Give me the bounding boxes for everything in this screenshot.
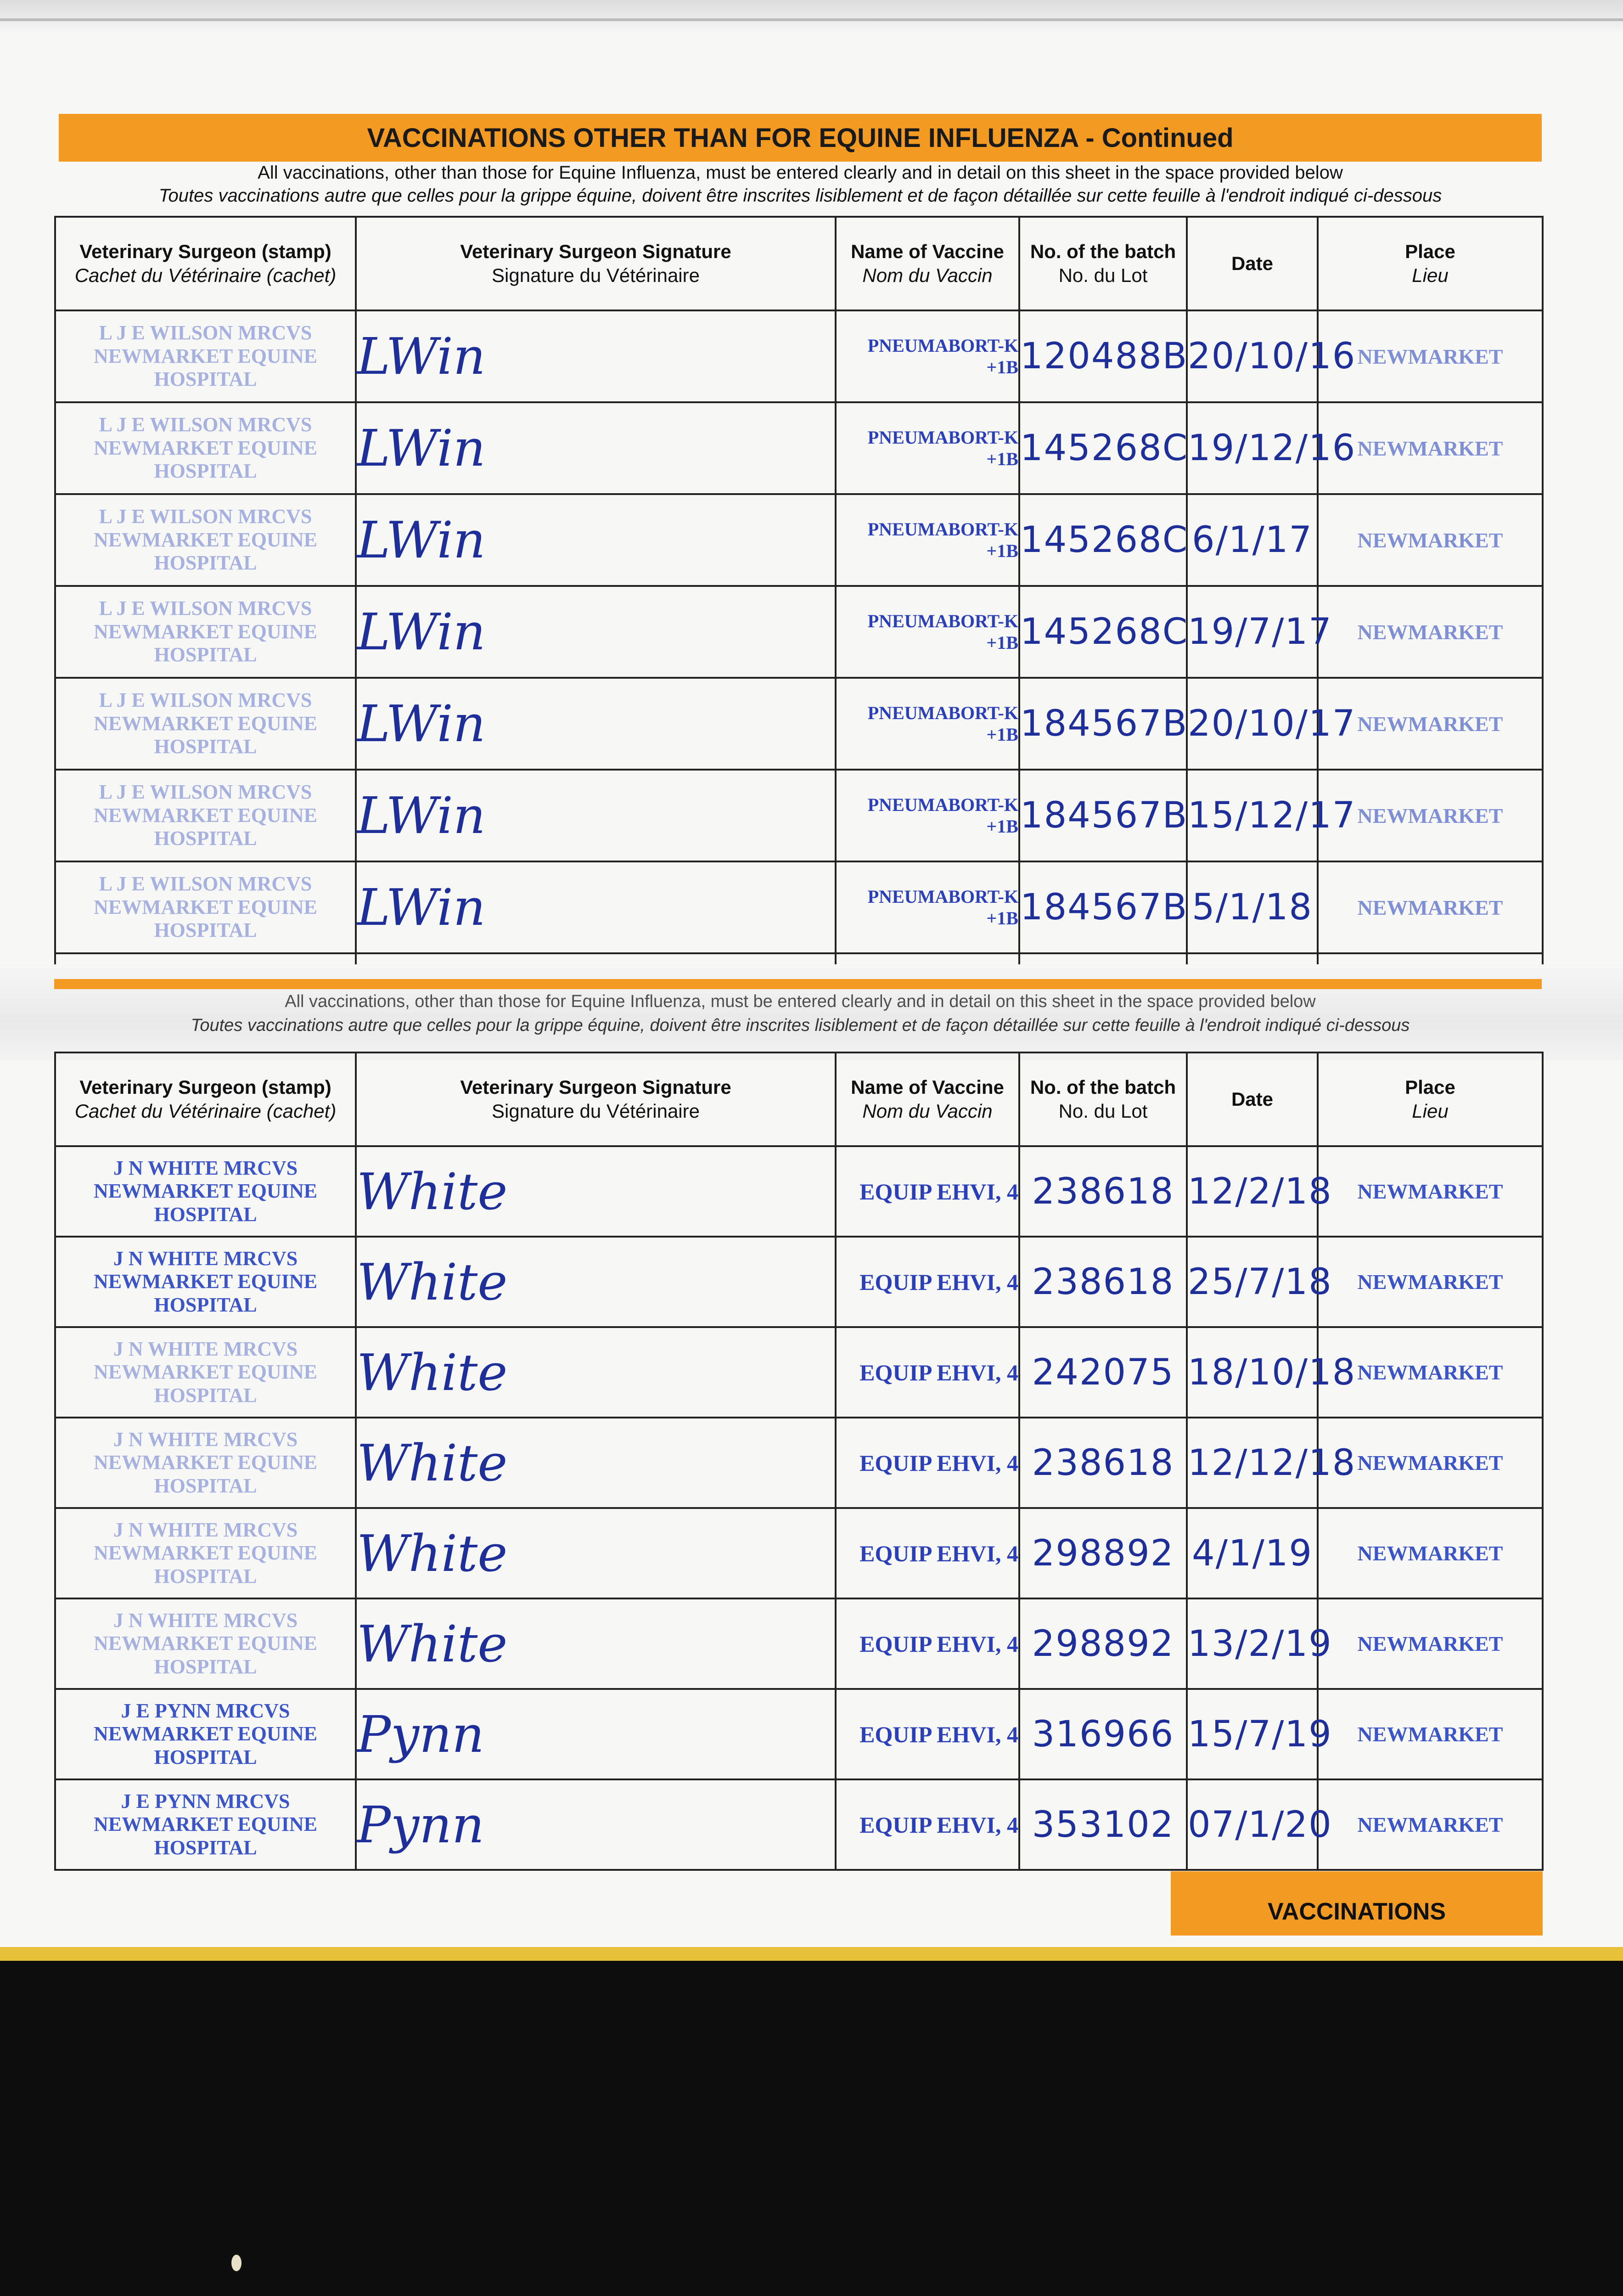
stamp-cell: J E PYNN MRCVS NEWMARKET EQUINE HOSPITAL [55,1779,356,1870]
vaccine-cell: EQUIP EHVI, 4 [836,1327,1019,1418]
signature-cell: White [356,1237,836,1327]
batch-cell: 184567B [1019,861,1187,953]
place-cell: NEWMARKET [1318,1508,1543,1598]
intro-french: Toutes vaccinations autre que celles pour la grippe équine, doivent être inscrites lisiblement et de façon détaillée sur cette feuille à l'endroit indiqué ci-dessous [158,186,1442,206]
col-signature-header: Veterinary Surgeon Signature Signature du Vétérinaire [356,217,836,310]
table-row [55,861,1543,953]
date-cell: 12/12/18 [1187,1418,1318,1508]
signature-cell: White [356,1508,836,1598]
signature-cell: LWin [356,494,836,586]
signature-cell: LWin [356,402,836,494]
signature-cell: LWin [356,586,836,678]
vaccine-cell: EQUIP EHVI, 4 [836,1508,1019,1598]
place-cell: NEWMARKET [1318,586,1543,678]
date-cell: 19/7/17 [1187,586,1318,678]
place-cell: NEWMARKET [1318,1327,1543,1418]
col-date-header: Date [1187,1052,1318,1146]
signature-cell: LWin [356,678,836,770]
date-cell: 18/10/18 [1187,1327,1318,1418]
place-cell: NEWMARKET [1318,1418,1543,1508]
col-stamp-header: Veterinary Surgeon (stamp) Cachet du Vétérinaire (cachet) [55,1052,356,1146]
place-cell: NEWMARKET [1318,1779,1543,1870]
orange-strip [54,979,1542,989]
place-cell: NEWMARKET [1318,1237,1543,1327]
vaccine-cell: PNEUMABORT-K +1B [836,861,1019,953]
place-cell: NEWMARKET [1318,861,1543,953]
date-cell: 07/1/20 [1187,1779,1318,1870]
place-cell: NEWMARKET [1318,678,1543,770]
place-cell: NEWMARKET [1318,1598,1543,1689]
place-cell: NEWMARKET [1318,494,1543,586]
col-vaccine-header: Name of Vaccine Nom du Vaccin [836,1052,1019,1146]
page-top-edge [0,0,1623,32]
batch-cell: 316966 [1019,1689,1187,1779]
intro-french-lower: Toutes vaccinations autre que celles pour la grippe équine, doivent être inscrites lisiblement et de façon détaillée sur cette feuille à l'endroit indiqué ci-dessous [191,1016,1410,1035]
col-place-header: Place Lieu [1318,1052,1543,1146]
vaccine-cell: EQUIP EHVI, 4 [836,1689,1019,1779]
speck [231,2255,241,2271]
table-row [55,494,1543,586]
intro-english-lower: All vaccinations, other than those for Equine Influenza, must be entered clearly and in detail on this sheet in the space provided below [285,992,1316,1011]
vaccine-cell: EQUIP EHVI, 4 [836,1146,1019,1237]
vaccination-table-lower [54,1052,1544,1871]
section-banner [59,114,1542,162]
place-cell: NEWMARKET [1318,1689,1543,1779]
date-cell: 12/2/18 [1187,1146,1318,1237]
col-batch-header: No. of the batch No. du Lot [1019,1052,1187,1146]
batch-cell: 242075 [1019,1327,1187,1418]
table-row [55,678,1543,770]
stamp-cell: L J E WILSON MRCVS NEWMARKET EQUINE HOSPITAL [55,402,356,494]
vaccine-cell: EQUIP EHVI, 4 [836,1418,1019,1508]
table-row [55,310,1543,402]
table-row [55,1237,1543,1327]
stamp-cell: J E PYNN MRCVS NEWMARKET EQUINE HOSPITAL [55,1689,356,1779]
batch-cell: 238618 [1019,1237,1187,1327]
batch-cell: 120488B [1019,310,1187,402]
vaccine-cell: PNEUMABORT-K +1B [836,494,1019,586]
col-signature-header: Veterinary Surgeon Signature Signature du Vétérinaire [356,1052,836,1146]
intro-english: All vaccinations, other than those for Equine Influenza, must be entered clearly and in detail on this sheet in the space provided below [258,163,1343,183]
signature-cell: White [356,1146,836,1237]
date-cell: 13/2/19 [1187,1598,1318,1689]
batch-cell: 298892 [1019,1598,1187,1689]
table-row [55,586,1543,678]
table-row [55,1327,1543,1418]
batch-cell: 238618 [1019,1146,1187,1237]
page-top-line [0,18,1623,21]
signature-cell: Pynn [356,1779,836,1870]
date-cell: 6/1/17 [1187,494,1318,586]
table-row [55,1598,1543,1689]
vaccine-cell: PNEUMABORT-K +1B [836,310,1019,402]
date-cell: 25/7/18 [1187,1237,1318,1327]
table-header-row [55,1052,1543,1146]
stamp-cell: J N WHITE MRCVS NEWMARKET EQUINE HOSPITAL [55,1508,356,1598]
batch-cell: 184567B [1019,770,1187,861]
background-surface [0,1961,1623,2296]
date-cell: 5/1/18 [1187,861,1318,953]
stamp-cell: J N WHITE MRCVS NEWMARKET EQUINE HOSPITAL [55,1327,356,1418]
batch-cell: 184567B [1019,678,1187,770]
date-cell: 20/10/16 [1187,310,1318,402]
signature-cell: LWin [356,861,836,953]
col-date-header: Date [1187,217,1318,310]
batch-cell: 353102 [1019,1779,1187,1870]
stamp-cell: L J E WILSON MRCVS NEWMARKET EQUINE HOSPITAL [55,586,356,678]
table-row [55,1508,1543,1598]
footer-tab [1171,1871,1543,1936]
batch-cell: 145268C [1019,586,1187,678]
vaccine-cell: EQUIP EHVI, 4 [836,1779,1019,1870]
col-batch-header: No. of the batch No. du Lot [1019,217,1187,310]
batch-cell: 298892 [1019,1508,1187,1598]
batch-cell: 145268C [1019,494,1187,586]
place-cell: NEWMARKET [1318,402,1543,494]
table-row [55,1689,1543,1779]
date-cell: 20/10/17 [1187,678,1318,770]
stamp-cell: J N WHITE MRCVS NEWMARKET EQUINE HOSPITAL [55,1598,356,1689]
batch-cell: 238618 [1019,1418,1187,1508]
stamp-cell: L J E WILSON MRCVS NEWMARKET EQUINE HOSPITAL [55,861,356,953]
stamp-cell: L J E WILSON MRCVS NEWMARKET EQUINE HOSPITAL [55,770,356,861]
table-row [55,1418,1543,1508]
place-cell: NEWMARKET [1318,770,1543,861]
stamp-cell: L J E WILSON MRCVS NEWMARKET EQUINE HOSPITAL [55,494,356,586]
vaccination-table-upper [54,216,1544,997]
place-cell: NEWMARKET [1318,310,1543,402]
signature-cell: White [356,1598,836,1689]
place-cell: NEWMARKET [1318,1146,1543,1237]
stamp-cell: J N WHITE MRCVS NEWMARKET EQUINE HOSPITAL [55,1146,356,1237]
table-row [55,1146,1543,1237]
table-header-row [55,217,1543,310]
vaccine-cell: PNEUMABORT-K +1B [836,586,1019,678]
signature-cell: LWin [356,770,836,861]
date-cell: 15/7/19 [1187,1689,1318,1779]
signature-cell: White [356,1418,836,1508]
batch-cell: 145268C [1019,402,1187,494]
booklet-edge [0,1947,1623,1961]
vaccine-cell: EQUIP EHVI, 4 [836,1237,1019,1327]
stamp-cell: L J E WILSON MRCVS NEWMARKET EQUINE HOSPITAL [55,678,356,770]
col-stamp-header: Veterinary Surgeon (stamp) Cachet du Vétérinaire (cachet) [55,217,356,310]
date-cell: 19/12/16 [1187,402,1318,494]
vaccine-cell: PNEUMABORT-K +1B [836,402,1019,494]
date-cell: 15/12/17 [1187,770,1318,861]
signature-cell: LWin [356,310,836,402]
date-cell: 4/1/19 [1187,1508,1318,1598]
stamp-cell: L J E WILSON MRCVS NEWMARKET EQUINE HOSPITAL [55,310,356,402]
vaccine-cell: EQUIP EHVI, 4 [836,1598,1019,1689]
stamp-cell: J N WHITE MRCVS NEWMARKET EQUINE HOSPITAL [55,1418,356,1508]
col-place-header: Place Lieu [1318,217,1543,310]
vaccine-cell: PNEUMABORT-K +1B [836,678,1019,770]
section-title: VACCINATIONS OTHER THAN FOR EQUINE INFLUENZA - Continued [367,123,1234,153]
signature-cell: White [356,1327,836,1418]
table-row [55,1779,1543,1870]
table-row [55,770,1543,861]
stamp-cell: J N WHITE MRCVS NEWMARKET EQUINE HOSPITAL [55,1237,356,1327]
table-row [55,402,1543,494]
vaccine-cell: PNEUMABORT-K +1B [836,770,1019,861]
footer-tab-label: VACCINATIONS [1267,1898,1446,1925]
signature-cell: Pynn [356,1689,836,1779]
col-vaccine-header: Name of Vaccine Nom du Vaccin [836,217,1019,310]
